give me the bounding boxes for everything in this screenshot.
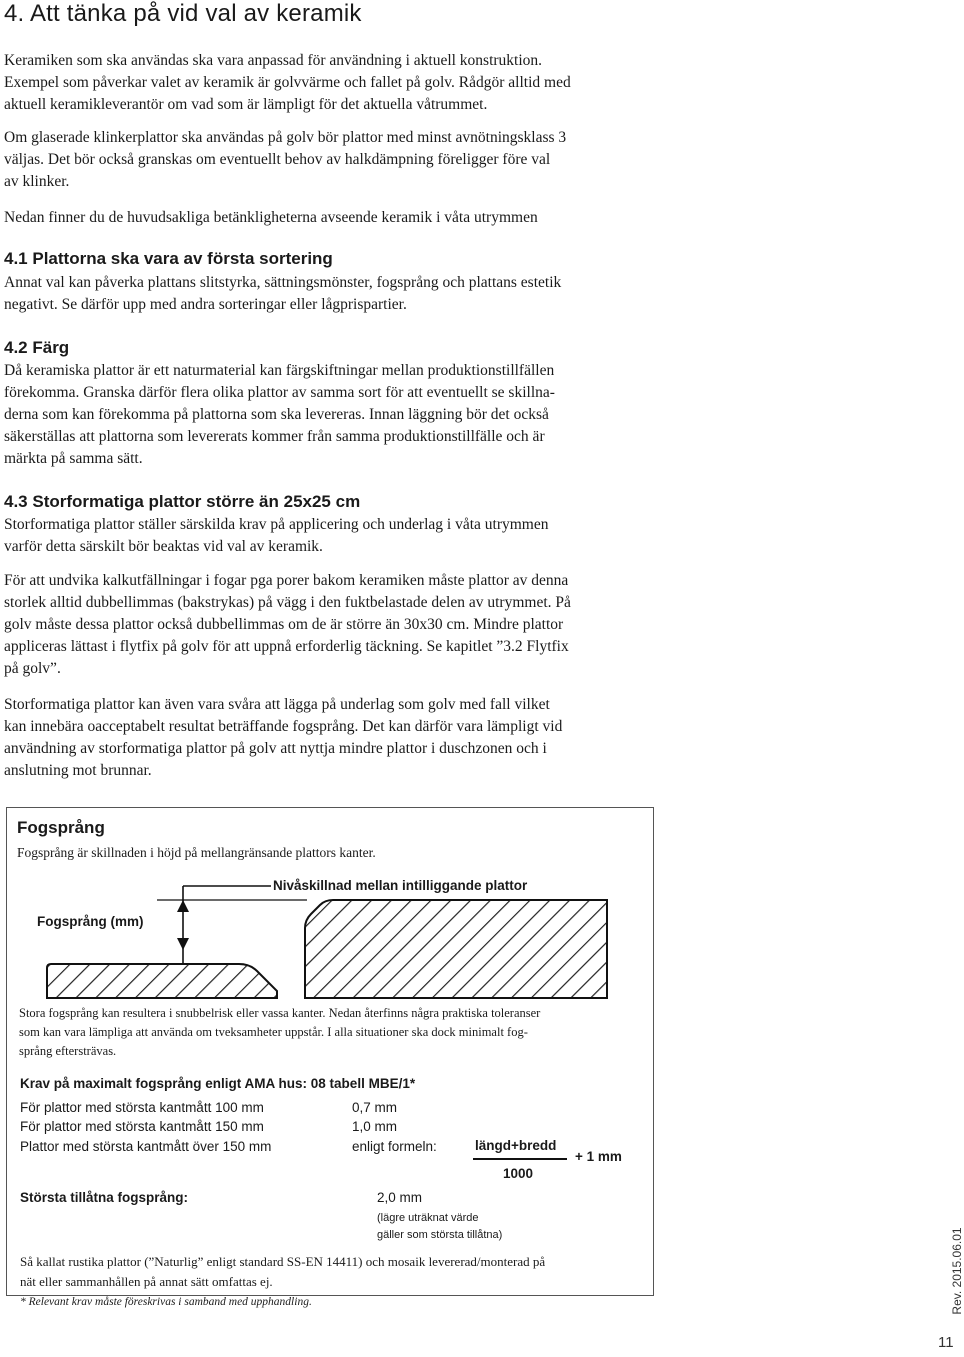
footnote: * Relevant krav måste föreskrivas i samband med upphandling. <box>20 1296 312 1308</box>
text-line: Annat val kan påverka plattans slitstyrka, sättningsmönster, fogsprång och plattans estetik <box>4 274 562 291</box>
section-4-1-heading: 4.1 Plattorna ska vara av första sortering <box>4 249 333 268</box>
requirement-heading: Krav på maximalt fogsprång enligt AMA hus: 08 tabell MBE/1* <box>20 1076 416 1091</box>
requirement-row-value: 0,7 mm <box>352 1100 398 1115</box>
revision-label: Rev. 2015.06.01 <box>950 1227 964 1315</box>
text-line: (lägre uträknat värde <box>377 1212 479 1224</box>
page-number: 11 <box>938 1334 954 1351</box>
requirement-row-value: enligt formeln: <box>352 1139 437 1154</box>
text-line: varför detta särskilt bör beaktas vid val av keramik. <box>4 538 323 555</box>
text-line: Stora fogsprång kan resultera i snubbelrisk eller vassa kanter. Nedan återfinns några praktiska toleranser <box>19 1006 541 1020</box>
max-fogsprang-label: Största tillåtna fogsprång: <box>20 1190 189 1205</box>
text-line: av klinker. <box>4 173 70 190</box>
section-4-3-paragraph-3 <box>4 694 934 782</box>
text-line: storlek alltid dubbellimmas (bakstrykas) på vägg i den fuktbelastade delen av utrymmet. På <box>4 594 571 611</box>
text-line: förekomma. Granska därför flera olika plattor av samma sort för att eventuellt se skillna- <box>4 384 555 401</box>
text-line: gäller som största tillåtna) <box>377 1229 503 1241</box>
section-4-2-heading: 4.2 Färg <box>4 338 70 357</box>
rustic-note <box>20 1252 645 1292</box>
diagram-label-level-difference: Nivåskillnad mellan intilliggande plattor <box>273 878 528 893</box>
text-line: Så kallat rustika plattor (”Naturlig” enligt standard SS-EN 14411) och mosaik levererad/monterad på <box>20 1254 546 1269</box>
intro-paragraph-2 <box>4 127 934 193</box>
dimension-arrow-up <box>177 900 189 912</box>
text-line: anslutning mot brunnar. <box>4 762 152 779</box>
text-line: språng eftersträvas. <box>19 1044 117 1058</box>
text-line: För att undvika kalkutfällningar i fogar pga porer bakom keramiken måste plattor av denna <box>4 572 569 589</box>
upper-tile-shape <box>305 900 607 998</box>
lower-tile-shape <box>47 964 277 998</box>
max-fogsprang-value: 2,0 mm <box>377 1190 423 1205</box>
requirement-row-value: 1,0 mm <box>352 1119 398 1134</box>
box-heading: Fogsprång <box>17 818 105 837</box>
text-line: kan innebära oacceptabelt resultat beträffande fogsprång. Det kan därför vara lämpligt vid <box>4 718 563 735</box>
text-line: väljas. Det bör också granskas om eventuellt behov av halkdämpning föreligger före val <box>4 151 551 168</box>
intro-paragraph-3: Nedan finner du de huvudsakliga betänkligheterna avseende keramik i våta utrymmen <box>4 209 538 226</box>
text-line: säkerställas att plattorna som levererats kommer från samma produktionstillfälle och är <box>4 428 545 445</box>
text-line: Då keramiska plattor är ett naturmaterial kan färgskiftningar mellan produktionstillfällen <box>4 362 555 379</box>
box-definition: Fogsprång är skillnaden i höjd på mellangränsande plattors kanter. <box>17 845 376 860</box>
requirement-row-label: För plattor med största kantmått 100 mm <box>20 1100 264 1115</box>
diagram-label-fogsprang: Fogsprång (mm) <box>37 914 144 929</box>
text-line: negativt. Se därför upp med andra sorteringar eller lågprispartier. <box>4 296 407 313</box>
text-line: märkta på samma sätt. <box>4 450 143 467</box>
text-line: appliceras lättast i flytfix på golv för att uppnå erforderlig täckning. Se kapitlet ”3.2 Flytfix <box>4 638 569 655</box>
text-line: Keramiken som ska användas ska vara anpassad för användning i aktuell konstruktion. <box>4 52 543 69</box>
max-fogsprang-note <box>377 1210 502 1244</box>
text-line: som kan vara lämpliga att använda om tveksamheter uppstår. I alla situationer ska dock minimalt fog- <box>19 1025 528 1039</box>
formula-numerator: längd+bredd <box>475 1138 557 1153</box>
formula-denominator: 1000 <box>503 1166 534 1181</box>
section-4-1-body <box>4 272 934 316</box>
section-4-3-paragraph-2 <box>4 570 934 680</box>
text-line: derna som kan förekomma på plattorna som ska levereras. Innan läggning bör det också <box>4 406 549 423</box>
text-line: på golv”. <box>4 660 61 677</box>
section-4-2-body <box>4 360 934 470</box>
text-line: Exempel som påverkar valet av keramik är golvvärme och fallet på golv. Rådgör alltid med <box>4 74 571 91</box>
text-line: Om glaserade klinkerplattor ska användas på golv bör plattor med minst avnötningsklass 3 <box>4 129 567 146</box>
text-line: aktuell keramikleverantör om vad som är lämpligt för det aktuella våtrummet. <box>4 96 488 113</box>
text-line: användning av storformatiga plattor på golv att nyttja mindre plattor i duschzonen och i <box>4 740 547 757</box>
dimension-arrow-down <box>177 938 189 950</box>
formula-addend: + 1 mm <box>575 1149 622 1164</box>
fogsprang-info-box <box>6 807 654 1308</box>
section-4-3-paragraph-1 <box>4 514 934 558</box>
text-line: Storformatiga plattor kan även vara svåra att lägga på underlag som golv med fall vilket <box>4 696 550 713</box>
text-line: golv måste dessa plattor också dubbellimmas om de är större än 30x30 cm. Mindre plattor <box>4 616 564 633</box>
requirement-row-label: Plattor med största kantmått över 150 mm <box>20 1139 272 1154</box>
requirement-row-label: För plattor med största kantmått 150 mm <box>20 1119 264 1134</box>
page-title: 4. Att tänka på vid val av keramik <box>4 0 362 27</box>
intro-paragraph-1 <box>4 50 934 116</box>
box-note <box>19 1004 644 1061</box>
text-line: nät eller sammanhållen på annat sätt omfattas ej. <box>20 1274 273 1289</box>
section-4-3-heading: 4.3 Storformatiga plattor större än 25x25 cm <box>4 492 361 511</box>
text-line: Storformatiga plattor ställer särskilda krav på applicering och underlag i våta utrymmen <box>4 516 549 533</box>
formula-fraction-bar <box>473 1158 567 1160</box>
